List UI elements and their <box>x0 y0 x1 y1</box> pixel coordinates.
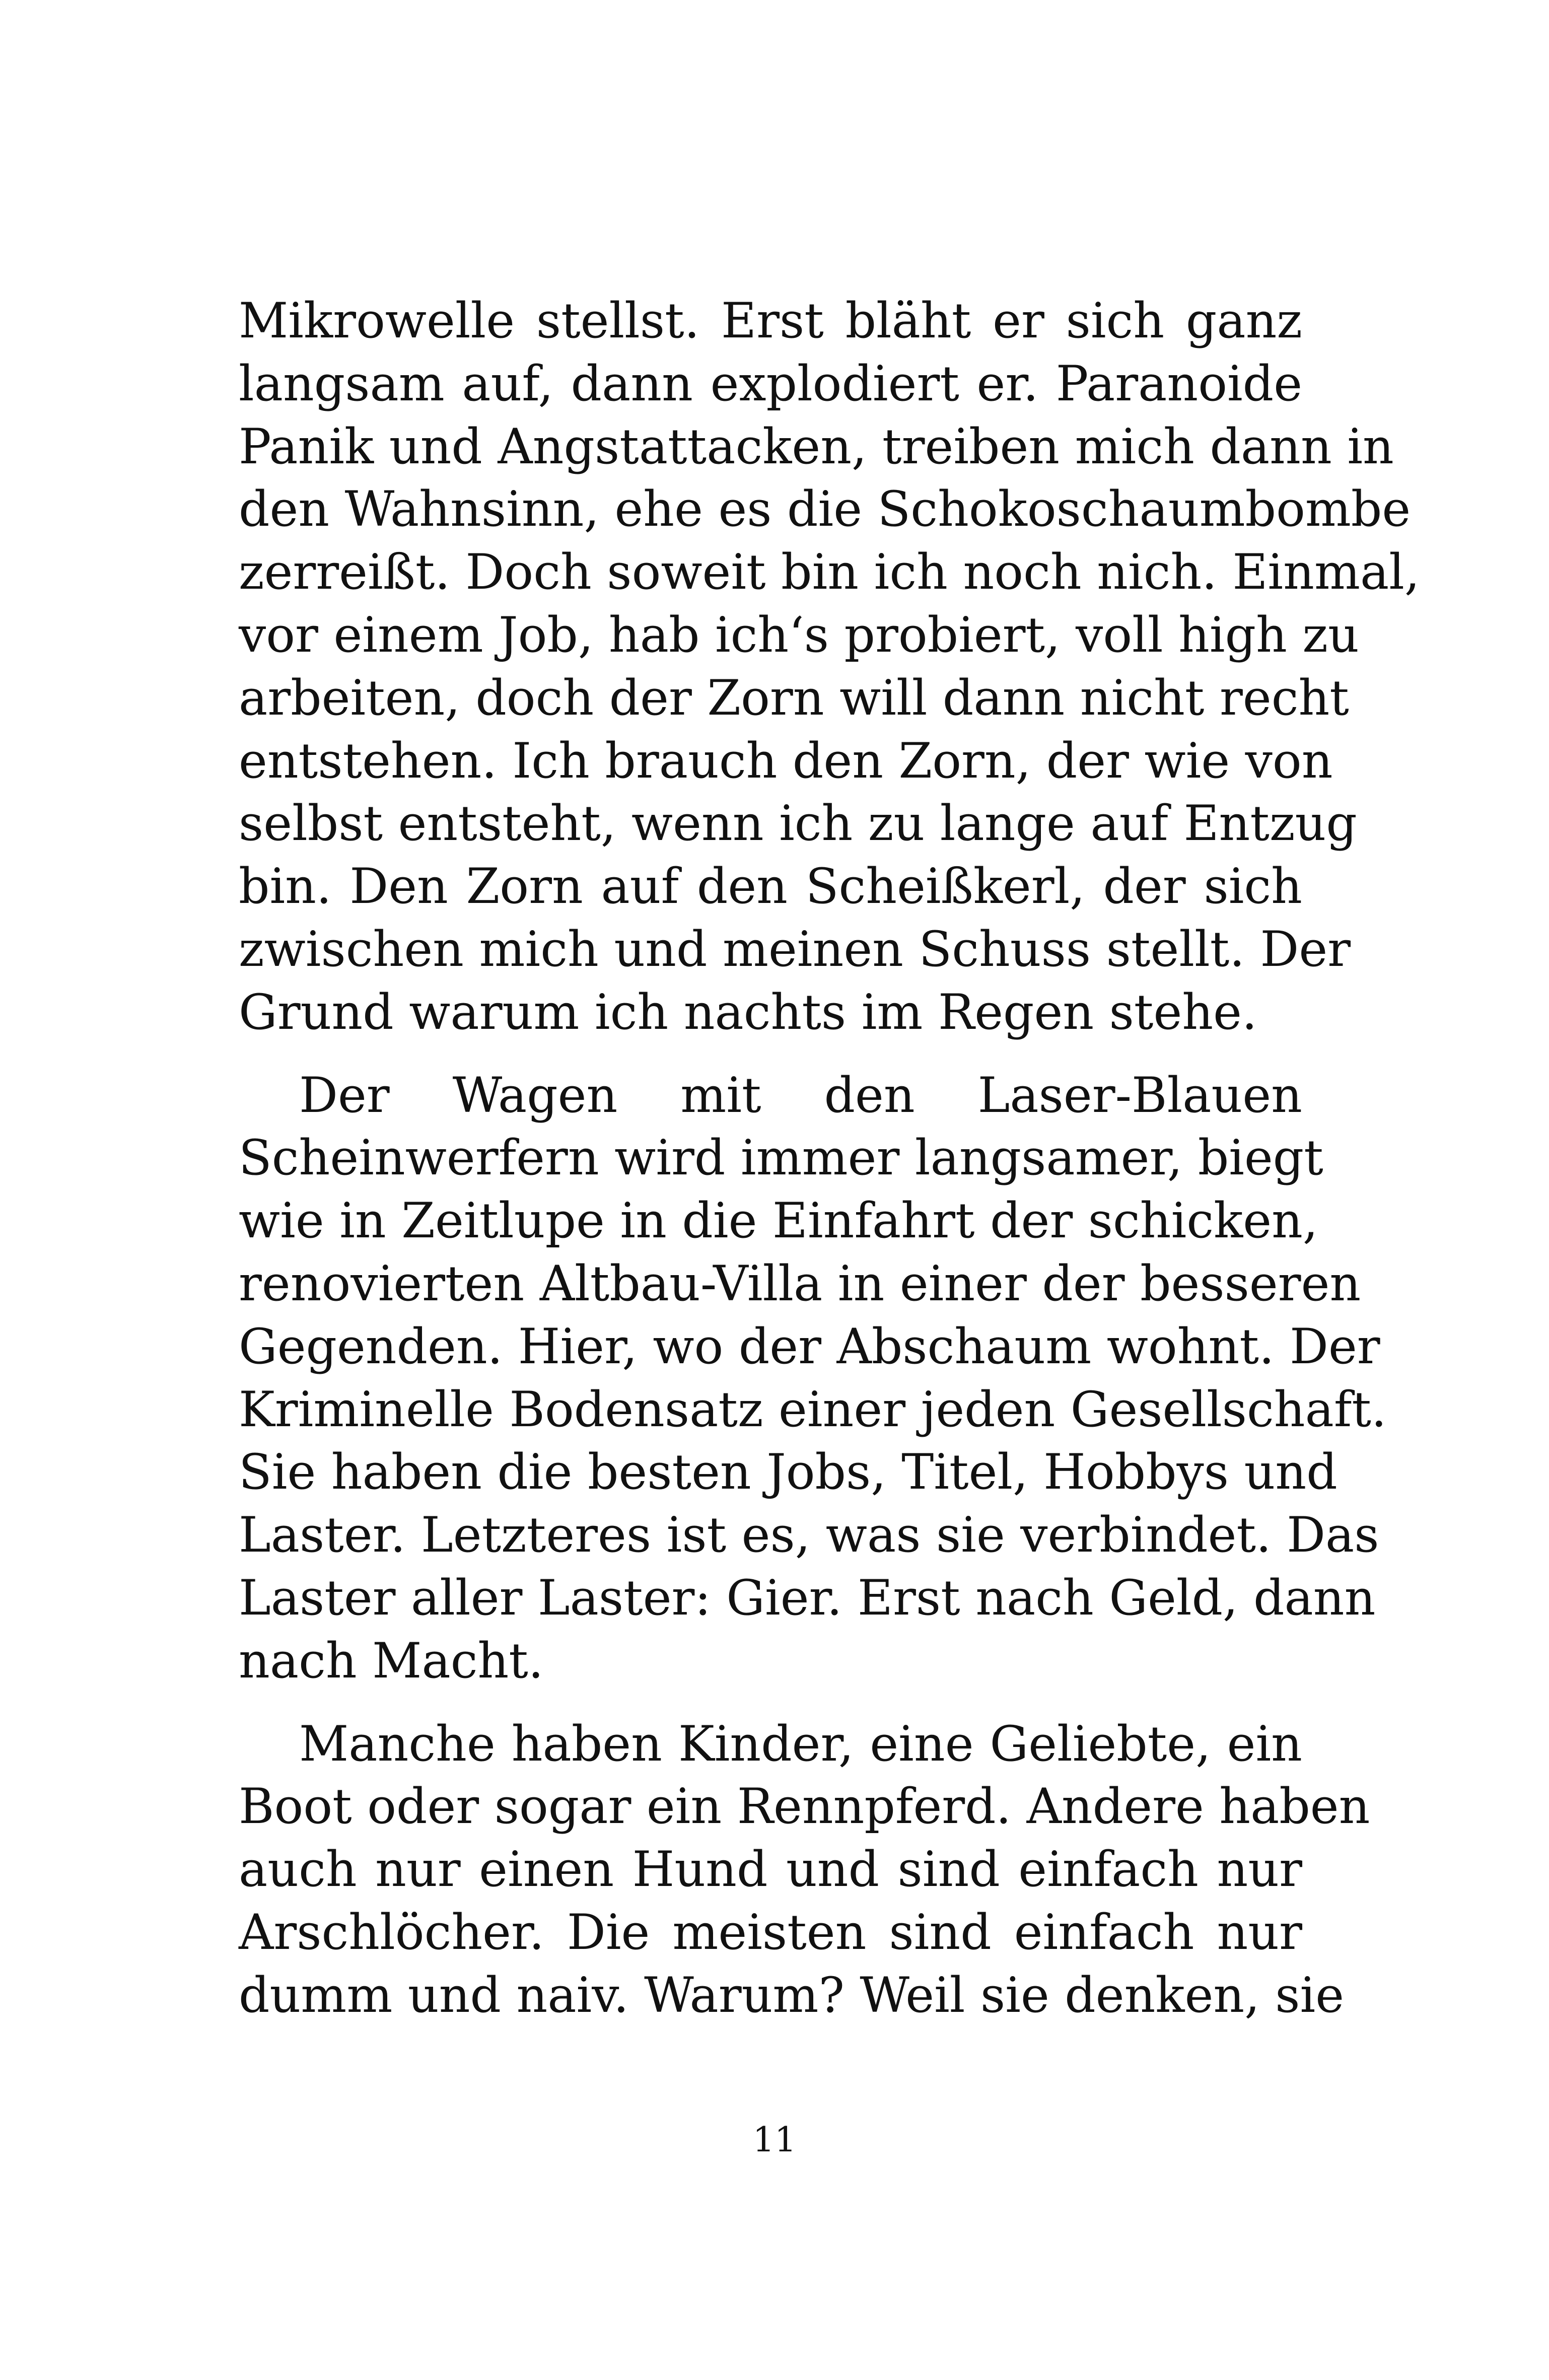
text-line: zerreißt. Doch soweit bin ich noch nich. Einmal, <box>239 544 1420 601</box>
paragraph <box>239 1064 1387 1693</box>
text-line: Der Wagen mit den Laser-Blauen <box>299 1067 1302 1124</box>
text-line: Panik und Angstattacken, treiben mich dann in <box>239 418 1394 475</box>
text-line: Mikrowelle stellst. Erst bläht er sich ganz <box>239 293 1302 349</box>
text-line: renovierten Altbau-Villa in einer der besseren <box>239 1255 1361 1312</box>
paragraph <box>239 1713 1370 2027</box>
text-line: bin. Den Zorn auf den Scheißkerl, der sich <box>239 858 1302 915</box>
text-line: Laster. Letzteres ist es, was sie verbindet. Das <box>239 1507 1379 1564</box>
text-line: Scheinwerfern wird immer langsamer, biegt <box>239 1130 1323 1186</box>
paragraph-spacing <box>239 1693 1302 1713</box>
text-line: langsam auf, dann explodiert er. Paranoide <box>239 355 1302 412</box>
text-line: wie in Zeitlupe in die Einfahrt der schicken, <box>239 1193 1318 1249</box>
text-line: Manche haben Kinder, eine Geliebte, ein <box>299 1715 1302 1772</box>
text-line: vor einem Job, hab ich‘s probiert, voll high zu <box>239 606 1359 663</box>
text-line: Grund warum ich nachts im Regen stehe. <box>239 984 1257 1040</box>
text-line: Boot oder sogar ein Rennpferd. Andere haben <box>239 1778 1370 1835</box>
text-line: entstehen. Ich brauch den Zorn, der wie von <box>239 732 1333 789</box>
text-line: Arschlöcher. Die meisten sind einfach nur <box>239 1904 1302 1961</box>
text-line: dumm und naiv. Warum? Weil sie denken, sie <box>239 1967 1345 2023</box>
paragraph <box>239 290 1420 1044</box>
text-line: arbeiten, doch der Zorn will dann nicht recht <box>239 669 1349 726</box>
body-text <box>239 290 1420 2027</box>
text-line: Laster aller Laster: Gier. Erst nach Geld, dann <box>239 1569 1376 1626</box>
page-number: 11 <box>752 2120 797 2160</box>
text-line: zwischen mich und meinen Schuss stellt. Der <box>239 921 1351 977</box>
paragraph-spacing <box>239 1044 1302 1064</box>
text-line: Kriminelle Bodensatz einer jeden Gesellschaft. <box>239 1381 1387 1438</box>
text-line: Sie haben die besten Jobs, Titel, Hobbys und <box>239 1444 1337 1501</box>
text-line: nach Macht. <box>239 1632 544 1689</box>
text-line: Gegenden. Hier, wo der Abschaum wohnt. Der <box>239 1318 1380 1375</box>
text-line: selbst entsteht, wenn ich zu lange auf Entzug <box>239 795 1357 852</box>
text-line: auch nur einen Hund und sind einfach nur <box>239 1841 1302 1898</box>
text-line: den Wahnsinn, ehe es die Schokoschaumbombe <box>239 481 1411 538</box>
